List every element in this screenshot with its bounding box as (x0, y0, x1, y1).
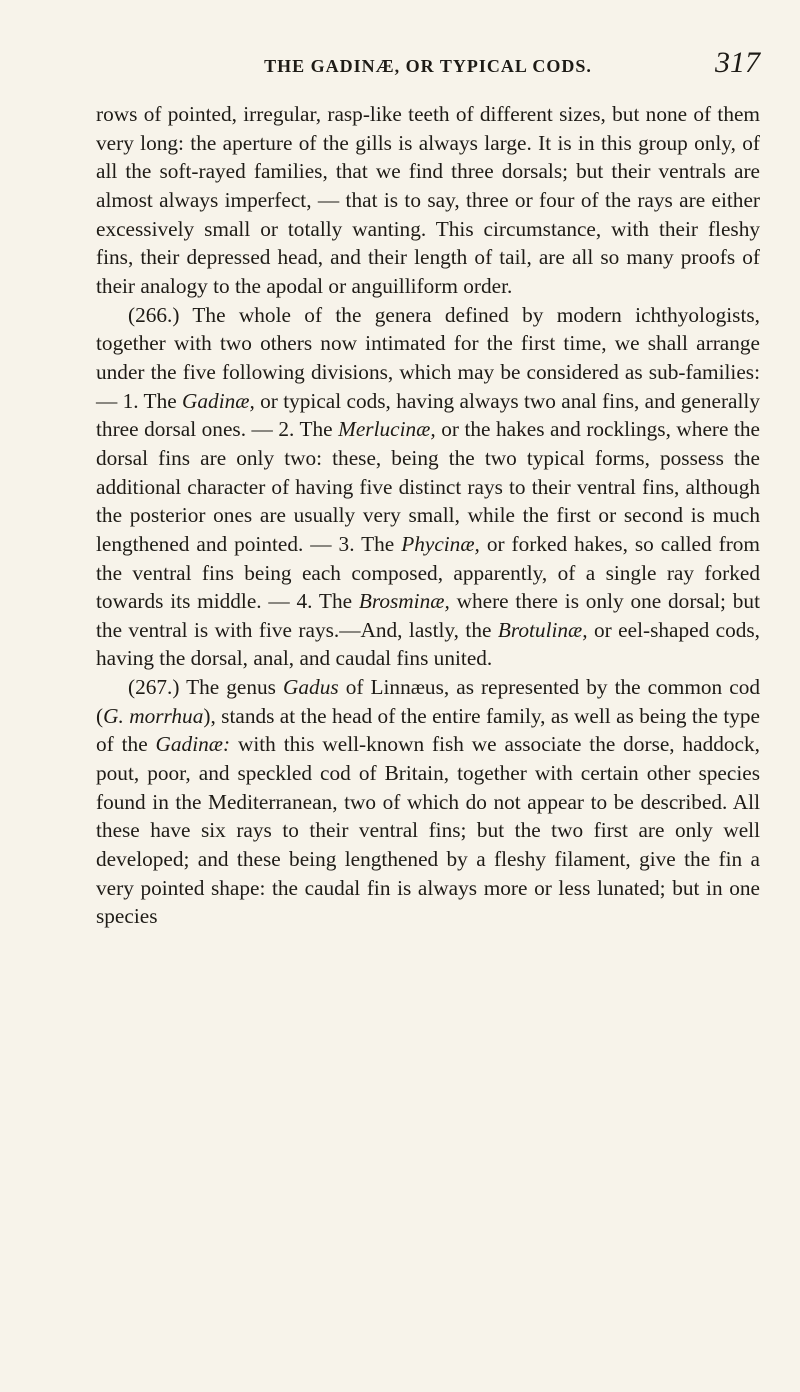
page-number: 317 (715, 46, 760, 79)
text-run: or eel-shaped cods, having the dorsal, anal, and caudal fins united. (96, 617, 760, 671)
body-text (96, 100, 760, 931)
italic-term: Gadinæ: (155, 732, 231, 757)
text-run: (266.) The whole of the genera defined by modern ichthyologists, together with two others now intimated for the first time, we shall arrange under the five following divisions, which may be considered as sub-families: — 1. The (96, 302, 760, 413)
text-run: rows of pointed, irregular, rasp-like teeth of different sizes, but none of them very long: the aperture of the gills is always large. It is in this group only, of all the soft-rayed families, that we find three dorsals; but their ventrals are almost always imperfect, — that is to say, three or four of the rays are either excessively small or totally wanting. This circumstance, with their fleshy fins, their depressed head, and their length of tail, are all so many proofs of their analogy to the apodal or anguilliform order. (96, 102, 760, 298)
running-head: THE GADINÆ, OR TYPICAL CODS. (264, 56, 592, 76)
italic-term: Gadus (283, 675, 339, 700)
text-run: with this well-known fish we associate the dorse, haddock, pout, poor, and speckled cod of Britain, together with certain other species found in the Mediterranean, two of which do not appear to be described. All these have six rays to their ventral fins; but the two first are only well developed; and these being lengthened by a fleshy filament, give the fin a very pointed shape: the caudal fin is always more or less lunated; but in one species (96, 732, 760, 929)
text-run: or forked hakes, so called from the ventral fins being each composed, apparently, of a single ray forked towards its middle. — 4. The (96, 531, 760, 614)
text-run: ), stands at the head of the entire family, as well as being the type of the (96, 703, 760, 757)
text-run: or the hakes and rocklings, where the dorsal fins are only two: these, being the two typical forms, possess the additional character of having five distinct rays to their ventral fins, although the posterior ones are usually very small, while the first or second is much lengthened and pointed. — 3. The (96, 417, 760, 556)
italic-term: G. morrhua (103, 703, 204, 728)
italic-term: Phycinæ, (401, 531, 480, 556)
italic-term: Gadinæ, (182, 388, 255, 413)
text-run: or typical cods, having always two anal fins, and generally three dorsal ones. — 2. The (96, 388, 760, 442)
italic-term: Merlucinæ, (338, 417, 436, 442)
paragraph-p3 (96, 673, 760, 931)
italic-term: Brosminæ, (358, 589, 450, 614)
paragraph-p2 (96, 301, 760, 674)
page-header (96, 44, 760, 84)
text-run: where there is only one dorsal; but the ventral is with five rays.—And, lastly, the (96, 589, 760, 642)
italic-term: Brotulinæ, (497, 617, 588, 642)
text-run: (267.) The genus (128, 675, 284, 700)
text-run: of Linnæus, as represented by the common cod ( (96, 675, 760, 728)
paragraph-p1 (96, 100, 760, 301)
